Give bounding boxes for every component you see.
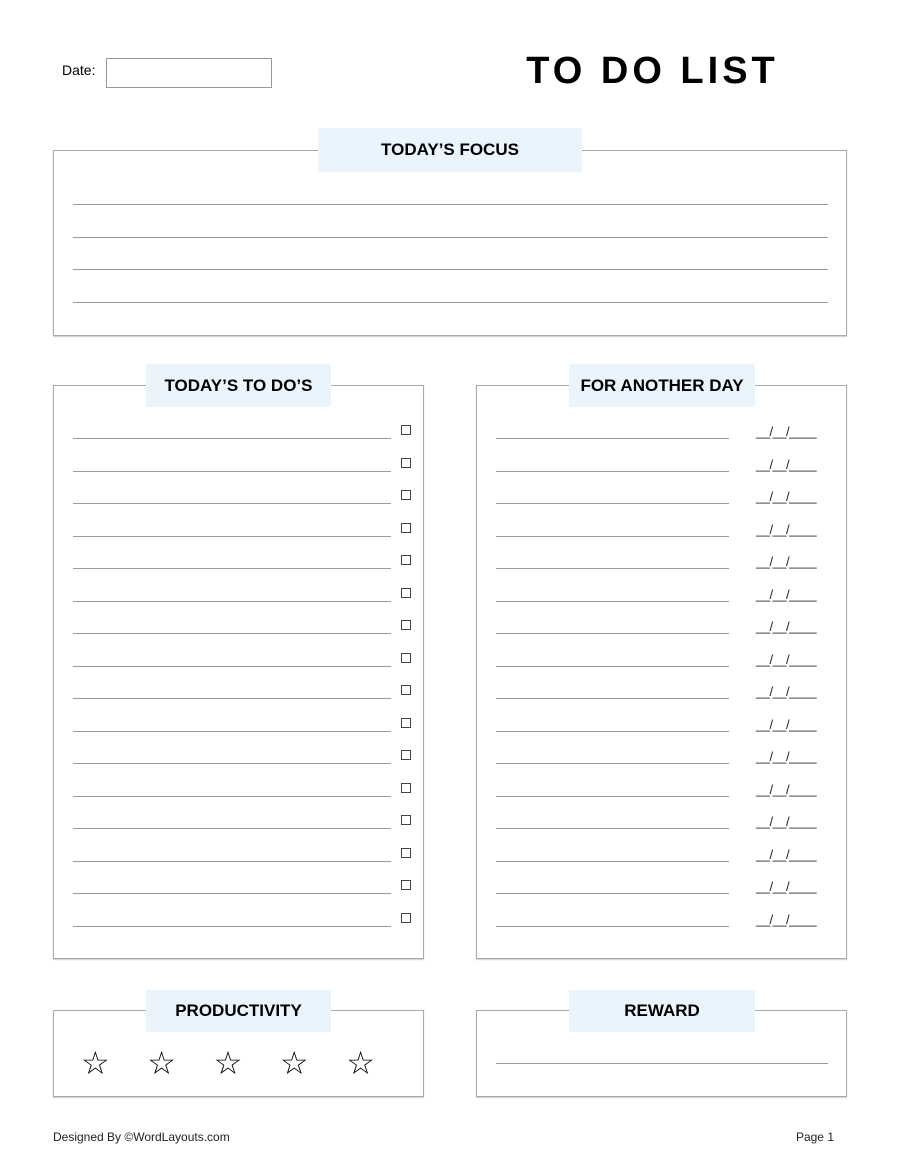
date-placeholder[interactable]: __/__/____ (756, 619, 817, 634)
star-icon[interactable]: ☆ (279, 1045, 309, 1081)
todo-line[interactable] (73, 633, 391, 634)
checkbox[interactable] (401, 588, 411, 598)
todo-line[interactable] (73, 828, 391, 829)
another-day-line[interactable] (496, 861, 729, 862)
date-placeholder[interactable]: __/__/____ (756, 586, 817, 602)
another-day-line[interactable] (496, 666, 729, 667)
focus-line[interactable] (73, 269, 828, 270)
another-day-line[interactable] (496, 926, 729, 927)
reward-line[interactable] (496, 1063, 828, 1064)
todo-line[interactable] (73, 861, 391, 862)
date-placeholder[interactable]: __/__/____ (756, 781, 817, 797)
date-placeholder[interactable]: __/__/____ (756, 651, 817, 667)
todo-line[interactable] (73, 698, 391, 699)
checkbox[interactable] (401, 848, 411, 858)
star-icon[interactable]: ☆ (81, 1045, 110, 1081)
page-title: TO DO LIST (526, 50, 779, 92)
todo-line[interactable] (73, 536, 391, 537)
date-placeholder[interactable]: __/__/____ (756, 489, 817, 504)
date-placeholder[interactable]: __/__/____ (756, 716, 817, 732)
another-day-line[interactable] (496, 536, 729, 537)
date-placeholder[interactable]: __/__/____ (756, 879, 817, 894)
another-day-title: FOR ANOTHER DAY (569, 364, 755, 407)
checkbox[interactable] (401, 685, 411, 695)
checkbox[interactable] (401, 718, 411, 728)
todo-line[interactable] (73, 763, 391, 764)
todo-line[interactable] (73, 666, 391, 667)
reward-title: REWARD (569, 990, 755, 1032)
checkbox[interactable] (401, 490, 411, 500)
checkbox[interactable] (401, 880, 411, 890)
checkbox[interactable] (401, 425, 411, 435)
checkbox[interactable] (401, 653, 411, 663)
focus-line[interactable] (73, 302, 828, 303)
star-icon[interactable]: ☆ (213, 1045, 243, 1081)
page-number: Page 1 (795, 1130, 834, 1144)
focus-title: TODAY’S FOCUS (318, 128, 582, 172)
todo-line[interactable] (73, 926, 391, 927)
checkbox[interactable] (401, 458, 411, 468)
checkbox[interactable] (401, 750, 411, 760)
todos-title: TODAY’S TO DO’S (146, 364, 331, 407)
another-day-line[interactable] (496, 601, 729, 602)
todo-line[interactable] (73, 796, 391, 797)
todo-line[interactable] (73, 893, 391, 894)
productivity-title: PRODUCTIVITY (146, 990, 331, 1032)
another-day-line[interactable] (496, 503, 729, 504)
date-placeholder[interactable]: __/__/____ (756, 749, 817, 764)
another-day-line[interactable] (496, 893, 729, 894)
another-day-line[interactable] (496, 438, 729, 439)
date-field[interactable] (106, 58, 272, 88)
focus-line[interactable] (73, 204, 828, 205)
todo-line[interactable] (73, 601, 391, 602)
another-day-line[interactable] (496, 568, 729, 569)
another-day-line[interactable] (496, 828, 729, 829)
another-day-line[interactable] (496, 633, 729, 634)
checkbox[interactable] (401, 815, 411, 825)
focus-section (53, 150, 847, 336)
todo-line[interactable] (73, 568, 391, 569)
another-day-line[interactable] (496, 763, 729, 764)
checkbox[interactable] (401, 620, 411, 630)
another-day-line[interactable] (496, 731, 729, 732)
another-day-line[interactable] (496, 471, 729, 472)
todo-line[interactable] (73, 471, 391, 472)
star-icon[interactable]: ☆ (147, 1045, 176, 1081)
star-icon[interactable]: ☆ (346, 1045, 375, 1081)
date-placeholder[interactable]: __/__/____ (756, 424, 817, 439)
checkbox[interactable] (401, 523, 411, 533)
date-placeholder[interactable]: __/__/____ (756, 814, 817, 829)
date-placeholder[interactable]: __/__/____ (756, 846, 817, 862)
checkbox[interactable] (401, 555, 411, 565)
checkbox[interactable] (401, 913, 411, 923)
date-placeholder[interactable]: __/__/____ (756, 684, 817, 699)
date-placeholder[interactable]: __/__/____ (756, 521, 817, 537)
footer-credit: Designed By ©WordLayouts.com (53, 1130, 230, 1144)
todo-line[interactable] (73, 731, 391, 732)
checkbox[interactable] (401, 783, 411, 793)
focus-line[interactable] (73, 237, 828, 238)
date-placeholder[interactable]: __/__/____ (756, 456, 817, 472)
todo-line[interactable] (73, 438, 391, 439)
date-label: Date: (62, 62, 96, 78)
another-day-line[interactable] (496, 698, 729, 699)
date-placeholder[interactable]: __/__/____ (756, 554, 817, 569)
another-day-line[interactable] (496, 796, 729, 797)
date-placeholder[interactable]: __/__/____ (756, 911, 817, 927)
todo-line[interactable] (73, 503, 391, 504)
